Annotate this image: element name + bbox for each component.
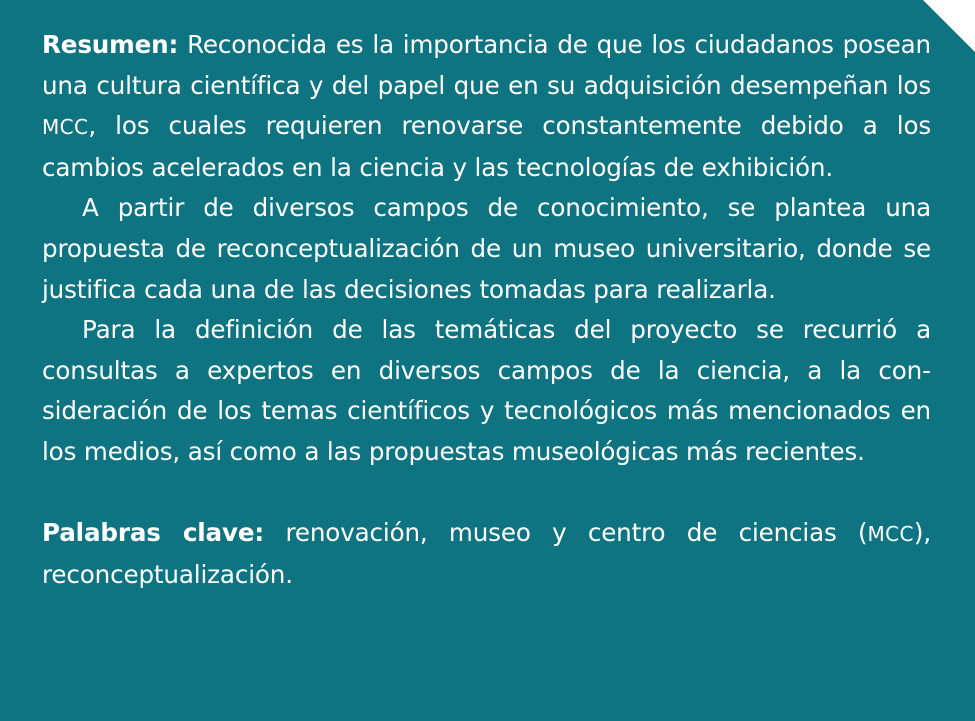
abstract-acronym: MCC [42,115,89,140]
keywords-text-part-2: ), reconceptualización. [42,518,931,589]
abstract-paragraph-2: A partir de diversos campos de conocimiento, se plantea una propuesta de reconceptualización de un museo universitario, donde se justifica cada una de las decisiones tomadas para realizarla. [42,193,931,304]
abstract-text-part-2: , los cuales requieren renovarse constantemente debido a los cambios acelerados en la ciencia y las tecnologías de exhibición. [42,111,931,182]
keywords-acronym: MCC [867,522,914,547]
keywords-paragraph [42,513,931,595]
abstract-paragraph-3: Para la definición de las temáticas del proyecto se recurrió a consultas a expertos en diversos campos de la ciencia, a la consideración de los temas científicos y tecnológicos más mencionados en los medios, así como a las propuestas museológicas más recientes. [42,315,931,466]
keywords-text-part-1: renovación, museo y centro de ciencias ( [264,518,868,548]
abstract-content [42,25,931,595]
abstract-text-part-1: Reconocida es la importancia de que los ciudadanos posean una cultura científica y del papel que en su adquisición desempeñan los [42,30,931,100]
keywords-label: Palabras clave: [42,518,265,548]
abstract-paragraph-1 [42,25,931,188]
section-spacer [42,473,931,514]
abstract-label: Resumen: [42,30,179,59]
